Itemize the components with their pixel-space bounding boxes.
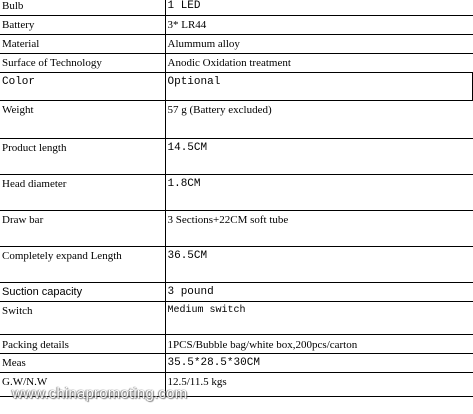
row-label-surface: Surface of Technology [0,54,165,73]
row-value-expand-length: 36.5CM [165,247,473,283]
row-value-surface: Anodic Oxidation treatment [165,54,473,73]
table-row [0,211,473,247]
row-label-color: Color [0,73,165,101]
table-row [0,16,473,35]
row-label-battery: Battery [0,16,165,35]
row-label-bulb: Bulb [0,0,165,16]
row-value-gw-nw: 12.5/11.5 kgs [165,373,473,397]
row-label-meas: Meas [0,354,165,373]
row-value-bulb: 1 LED [165,0,473,16]
table-row [0,354,473,373]
row-label-head-diameter: Head diameter [0,175,165,211]
watermark-text: www.chinapromoting.com [12,385,188,402]
row-value-weight: 57 g (Battery excluded) [165,101,473,139]
row-value-suction: 3 pound [165,283,473,302]
table-row [0,335,473,354]
row-label-draw-bar: Draw bar [0,211,165,247]
row-label-gw-nw: G.W/N.W [0,373,165,397]
row-value-battery: 3* LR44 [165,16,473,35]
row-label-packing: Packing details [0,335,165,354]
row-value-product-length: 14.5CM [165,139,473,175]
table-row [0,175,473,211]
table-row [0,247,473,283]
row-value-head-diameter: 1.8CM [165,175,473,211]
row-value-switch: Medium switch [165,302,473,335]
row-value-packing: 1PCS/Bubble bag/white box,200pcs/carton [165,335,473,354]
row-label-switch: Switch [0,302,165,335]
table-row [0,0,473,16]
row-label-material: Material [0,35,165,54]
table-row [0,35,473,54]
table-row [0,54,473,73]
table-row [0,373,473,397]
table-row [0,283,473,302]
row-value-material: Alummum alloy [165,35,473,54]
table-row [0,73,473,101]
row-label-expand-length: Completely expand Length [0,247,165,283]
table-row [0,101,473,139]
row-value-draw-bar: 3 Sections+22CM soft tube [165,211,473,247]
row-label-weight: Weight [0,101,165,139]
row-label-product-length: Product length [0,139,165,175]
row-value-color: Optional [165,73,473,101]
row-label-suction: Suction capacity [0,283,165,302]
table-row [0,302,473,335]
table-row [0,139,473,175]
row-value-meas: 35.5*28.5*30CM [165,354,473,373]
